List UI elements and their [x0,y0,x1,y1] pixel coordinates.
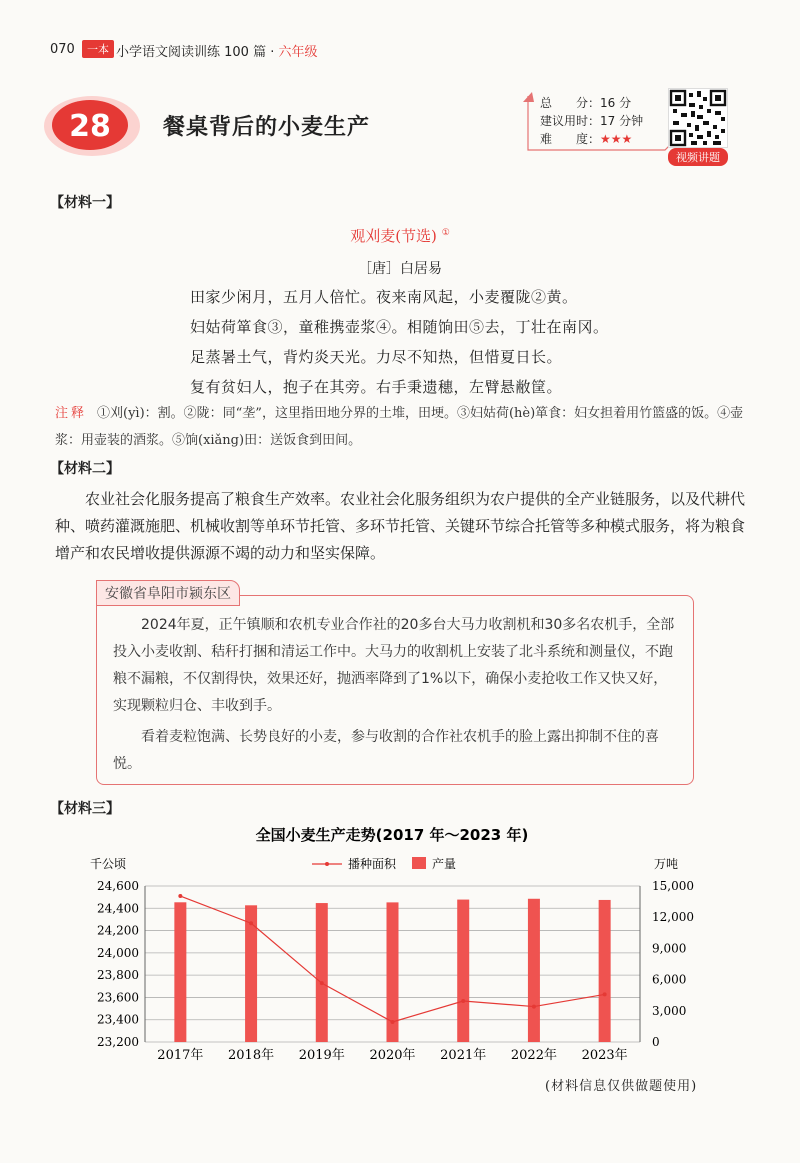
material3-label: 【材料三】 [50,801,120,817]
y-right-tick-label: 15,000 [652,879,694,893]
material1-label: 【材料一】 [50,195,120,211]
y-left-tick-label: 23,400 [97,1012,139,1027]
lesson-title: 餐桌背后的小麦生产 [163,114,371,140]
y-left-tick-label: 24,400 [97,901,139,916]
y-left-tick-label: 24,200 [97,923,139,938]
poem-title-note: ① [441,228,450,238]
case-location-tab: 安徽省阜阳市颍东区 [96,580,240,606]
x-tick-label: 2017年 [157,1048,204,1063]
notes-text: ①刈(yì)：割。②陇：同“垄”，这里指田地分界的土堆，田埂。③妇姑荷(hè)箪食：妇女担着用竹篮盛的饭。④壶浆：用壶装的酒浆。⑤饷(xiǎng)田：送饭食到田间。 [55,406,744,448]
production-bar [174,902,186,1042]
area-series-point [391,1020,395,1024]
meta-difficulty: 难 度：★★★ [540,132,633,146]
case-paragraph: 看着麦粒饱满、长势良好的小麦，参与收割的合作社农机手的脸上露出抑制不住的喜悦。 [113,729,659,772]
book-grade: 六年级 [278,45,318,60]
poem-line: 田家少闲月，五月人倍忙。夜来南风起，小麦覆陇②黄。 [190,288,578,306]
x-tick-label: 2019年 [298,1048,345,1063]
production-bar [457,900,469,1042]
poem-line: 妇姑荷箪食③，童稚携壶浆④。相随饷田⑤去，丁壮在南冈。 [190,318,609,336]
meta-time: 建议用时：17 分钟 [540,114,644,128]
area-series-point [603,992,607,996]
y-left-tick-label: 23,800 [97,968,139,983]
area-series-point [461,999,465,1003]
book-badge: 一本 [82,40,114,58]
poem-title-text: 观刈麦(节选) [350,227,437,245]
book-title-text: 小学语文阅读训练 100 篇 · [116,45,275,60]
production-bar [599,900,611,1042]
y-left-label: 千公顷 [90,857,127,871]
y-right-tick-label: 0 [652,1035,660,1049]
lesson-number: 28 [69,109,111,144]
x-tick-label: 2020年 [369,1048,416,1063]
y-right-label: 万吨 [654,857,679,871]
production-bar [316,903,328,1042]
y-right-tick-label: 12,000 [652,910,694,925]
legend-line-marker [325,862,329,866]
y-right-tick-label: 9,000 [652,941,687,956]
page-number: 070 [50,42,75,57]
poem-author: ［唐］白居易 [358,261,442,277]
x-tick-label: 2023年 [581,1048,628,1063]
legend-bar-swatch [412,857,426,869]
area-series-point [532,1005,536,1009]
source-note: (材料信息仅供做题使用) [545,1079,698,1094]
y-left-tick-label: 24,000 [97,945,139,960]
chart-legend [312,856,456,871]
y-left-tick-label: 23,200 [97,1035,139,1049]
material2-paragraph: 农业社会化服务提高了粮食生产效率。农业社会化服务组织为农户提供的全产业链服务，以及代耕代种、喷药灌溉施肥、机械收割等单环节托管、多环节托管、关键环节综合托管等多种模式服务，将为粮食增产和农民增收提供源源不竭的动力和坚实保障。 [55,490,746,562]
meta-score: 总 分：16 分 [540,96,632,110]
legend-line-label: 播种面积 [348,857,397,871]
poem-line: 足蒸暑土气，背灼炎天光。力尽不知热，但惜夏日长。 [190,348,563,366]
area-series-point [178,894,182,898]
x-tick-label: 2022年 [510,1048,557,1063]
x-tick-label: 2021年 [440,1048,487,1063]
chart-title: 全国小麦生产走势(2017 年～2023 年) [255,826,529,844]
y-right-tick-label: 6,000 [652,972,687,987]
case-paragraph: 2024年夏，正午镇顺和农机专业合作社的20多台大马力收割机和30多名农机手，全部投入小麦收割、秸秆打捆和清运工作中。大马力的收割机上安装了北斗系统和测量仪，不跑粮不漏粮，不仅割得快，效果还好，抛洒率降到了1%以下，确保小麦抢收工作又快又好，实现颗粒归仓、丰收到手。 [113,617,675,714]
material2-label: 【材料二】 [50,461,120,477]
lesson-meta-box [520,90,660,156]
x-tick-label: 2018年 [228,1048,275,1063]
area-series-point [249,921,253,925]
lesson-number-badge [42,92,150,158]
legend-bar-label: 产量 [432,857,457,871]
chart-plot-area [97,879,694,1063]
y-left-tick-label: 24,600 [97,879,139,893]
production-bar [245,905,257,1042]
notes [55,400,755,454]
y-right-tick-label: 3,000 [652,1003,687,1018]
wheat-production-chart [0,820,800,1100]
notes-label: 注释 [55,406,88,421]
area-series-point [320,981,324,985]
qr-code-icon[interactable] [668,88,728,148]
poem-line: 复有贫妇人，抱子在其旁。右手秉遗穗，左臂悬敝筐。 [190,378,563,396]
production-bar [528,899,540,1042]
poem-title [0,225,800,246]
y-left-tick-label: 23,600 [97,990,139,1005]
qr-caption[interactable]: 视频讲题 [668,148,728,166]
book-title [116,41,318,60]
